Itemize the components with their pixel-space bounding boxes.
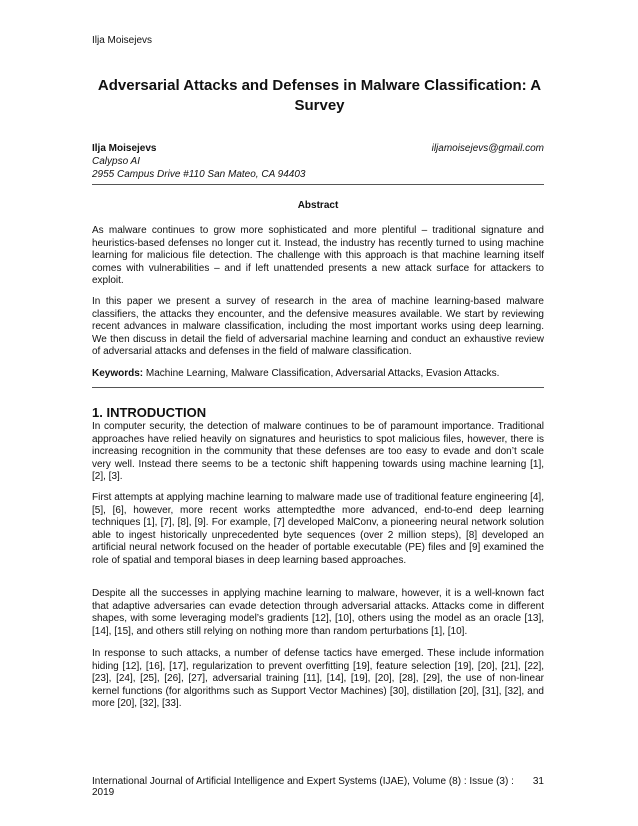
intro-paragraph-4: In response to such attacks, a number of defense tactics have emerged. These include information hiding [12], [16], [17], regularization to prevent overfitting [19], feature selection [19], [20], [21], [22], [23], [24], [25], [26], [27], adversarial training [11], [14], [19], [20], [28], [29], the use of non-linear kernel functions (for algorithms such as Support Vector Machines) [30], distillation [20], [31], [32], and more [20], [32], [33]. [92,648,544,710]
section-heading-introduction: 1. INTRODUCTION [92,405,207,420]
divider-bottom [92,387,544,388]
author-block [92,142,544,181]
abstract-paragraph-1: As malware continues to grow more sophisticated and more plentiful – traditional signature and heuristics-based defenses no longer cut it. Instead, the industry has recently turned to using machine learning for malicious file detection. The challenge with this approach is that machine learning itself comes with vulnerabilities – and if left unattended presents a new attack surface for attackers to exploit. [92,225,544,287]
author-name: Ilja Moisejevs [92,143,157,154]
abstract-paragraph-2: In this paper we present a survey of research in the area of machine learning-based malware classifiers, the attacks they encounter, and the defensive measures available. We start by reviewing recent advances in malware classification, including the most important works using deep learning. We then discuss in detail the field of adversarial machine learning and conduct an exhaustive review of adversarial attacks and defenses in the field of malware classification. [92,296,544,358]
intro-paragraph-1: In computer security, the detection of malware continues to be of paramount importance. Traditional approaches have relied heavily on signatures and heuristics to spot malicious files, however, there is increasing recognition in the community that these defenses are too easy to evade and don’t scale very well. Instead there seems to be a tectonic shift happening towards using machine learning [1], [2], [3]. [92,421,544,483]
paper-title: Adversarial Attacks and Defenses in Malware Classification: A Survey [97,77,542,114]
keywords-text: Machine Learning, Malware Classification, Adversarial Attacks, Evasion Attacks. [145,368,500,379]
running-head-author: Ilja Moisejevs [92,35,153,46]
footer-page-number: 31 [532,776,544,787]
divider-top [92,184,544,185]
intro-paragraph-3: Despite all the successes in applying machine learning to malware, however, it is a well-known fact that adaptive adversaries can evade detection through adversarial attacks. Attacks come in different shapes, with some leveraging model’s gradients [12], [10], others using the model as an oracle [13], [14], [15], and others still relying on nothing more than random perturbations [1], [10]. [92,588,544,637]
page-footer [92,776,544,798]
author-address: 2955 Campus Drive #110 San Mateo, CA 94403 [92,169,306,180]
intro-paragraph-2: First attempts at applying machine learning to malware made use of traditional feature engineering [4], [5], [6], however, more recent works attemptedthe more advanced, end-to-end deep learning techniques [1], [7], [8], [9]. For example, [7] developed MalConv, a pioneering neural network solution able to ingest historically unprecedented byte sequences (over 2 million steps), [8] developed an artificial neural network focused on the header of portable executable (PE) files and [9] examined the role of spatial and temporal biases in deep learning based approaches. [92,492,544,566]
keywords-label: Keywords: [92,368,144,379]
author-affiliation: Calypso AI [92,156,140,167]
keywords-line [92,368,544,381]
author-email: iljamoisejevs@gmail.com [431,143,544,154]
abstract-heading: Abstract [297,200,339,211]
footer-journal: International Journal of Artificial Intelligence and Expert Systems (IJAE), Volume (8) : Issue (3) : 2019 [92,776,514,798]
author-row [92,142,544,155]
